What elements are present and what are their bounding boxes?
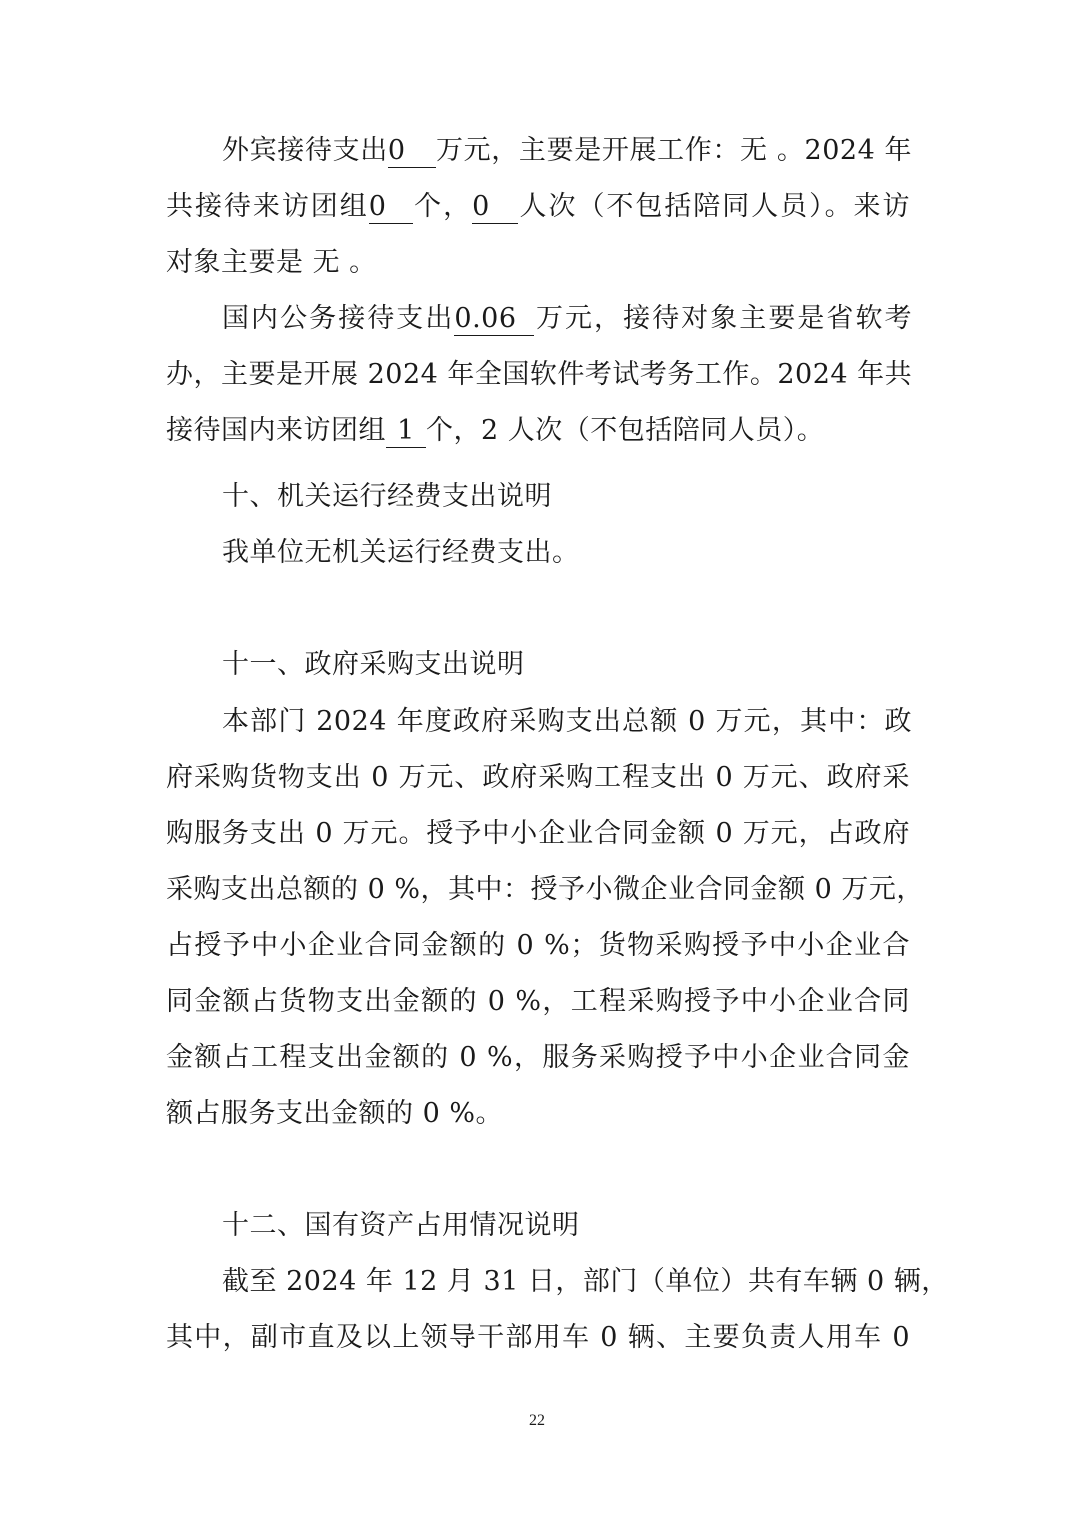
paragraph-line: 购服务支出 0 万元。授予中小企业合同金额 0 万元，占政府 bbox=[166, 818, 910, 849]
paragraph-line: 共接待来访团组0 个，0 人次（不包括陪同人员）。来访 bbox=[166, 191, 911, 222]
section-heading: 十二、国有资产占用情况说明 bbox=[222, 1210, 580, 1241]
paragraph-line: 额占服务支出金额的 0 %。 bbox=[166, 1098, 503, 1129]
paragraph-line: 同金额占货物支出金额的 0 %，工程采购授予中小企业合同 bbox=[166, 986, 910, 1017]
paragraph-line: 外宾接待支出0 万元，主要是开展工作：无 。2024 年 bbox=[222, 135, 912, 166]
paragraph-line: 本部门 2024 年度政府采购支出总额 0 万元，其中：政 bbox=[222, 706, 912, 737]
paragraph-line: 截至 2024 年 12 月 31 日，部门（单位）共有车辆 0 辆， bbox=[222, 1266, 949, 1297]
underlined-value: 0 bbox=[472, 191, 518, 224]
paragraph-line: 采购支出总额的 0 %，其中：授予小微企业合同金额 0 万元， bbox=[166, 874, 924, 905]
paragraph-line: 国内公务接待支出0.06 万元，接待对象主要是省软考 bbox=[222, 303, 913, 334]
underlined-value: 0 bbox=[369, 191, 413, 224]
paragraph-line: 办，主要是开展 2024 年全国软件考试考务工作。2024 年共 bbox=[166, 359, 913, 390]
paragraph-line: 对象主要是 无 。 bbox=[166, 247, 377, 278]
paragraph-line: 其中，副市直及以上领导干部用车 0 辆、主要负责人用车 0 bbox=[166, 1322, 910, 1353]
underlined-value: 0.06 bbox=[454, 303, 534, 336]
section-heading: 十、机关运行经费支出说明 bbox=[222, 481, 552, 512]
paragraph-line: 占授予中小企业合同金额的 0 %；货物采购授予中小企业合 bbox=[166, 930, 910, 961]
underlined-value: 0 bbox=[388, 135, 436, 168]
underlined-value: 1 bbox=[386, 415, 426, 448]
page-number: 22 bbox=[529, 1412, 545, 1429]
paragraph-line: 金额占工程支出金额的 0 %，服务采购授予中小企业合同金 bbox=[166, 1042, 910, 1073]
section-heading: 十一、政府采购支出说明 bbox=[222, 649, 525, 680]
paragraph-line: 接待国内来访团组 1 个，2 人次（不包括陪同人员）。 bbox=[166, 415, 825, 446]
paragraph-line: 我单位无机关运行经费支出。 bbox=[222, 537, 580, 568]
paragraph-line: 府采购货物支出 0 万元、政府采购工程支出 0 万元、政府采 bbox=[166, 762, 910, 793]
